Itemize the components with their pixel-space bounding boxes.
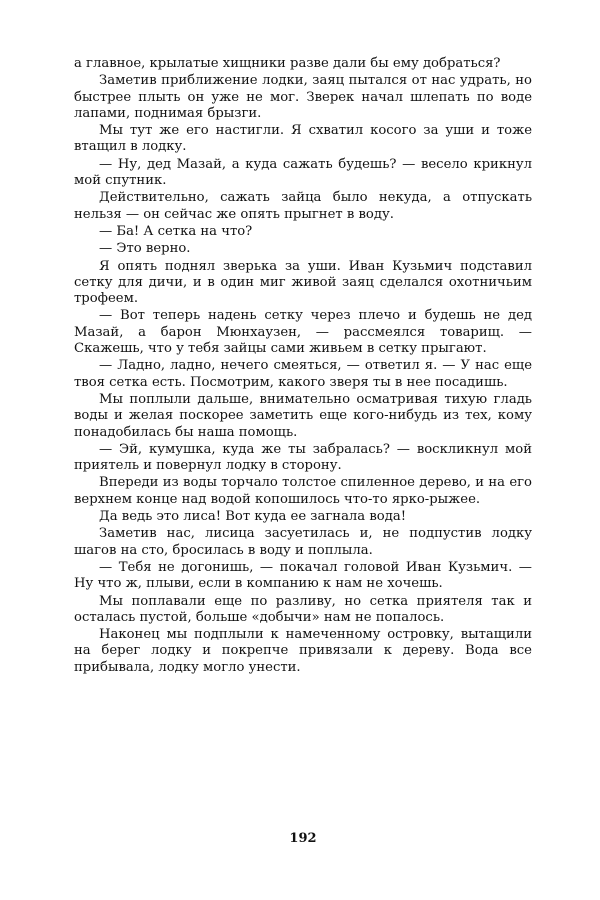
- dialogue-line: — Ладно, ладно, нечего смеяться, — ответил я. — У нас еще твоя сетка есть. Посмотрим, какого зверя ты в нее посадишь.: [74, 358, 532, 390]
- paragraph: Впереди из воды торчало толстое спиленное дерево, и на его верхнем конце над водой копошилось что-то ярко-рыжее.: [74, 475, 532, 507]
- dialogue-line: — Ну, дед Мазай, а куда сажать будешь? — весело крикнул мой спутник.: [74, 156, 532, 189]
- dialogue-line: — Эй, кумушка, куда же ты забралась? — воскликнул мой приятель и повернул лодку в сторону.: [74, 441, 532, 474]
- book-page: [74, 56, 532, 856]
- dialogue-line: — Ба! А сетка на что?: [99, 223, 253, 239]
- paragraph: Мы поплавали еще по разливу, но сетка приятеля так и осталась пустой, больше «добычи» нам не попалось.: [74, 593, 532, 625]
- dialogue-line: — Тебя не догонишь, — покачал головой Иван Кузьмич. — Ну что ж, плыви, если в компанию к нам не хочешь.: [74, 559, 532, 592]
- paragraph-continued: а главное, крылатые хищники разве дали бы ему добраться?: [74, 56, 501, 71]
- dialogue-line: — Вот теперь надень сетку через плечо и будешь не дед Мазай, а барон Мюнхаузен, — рассмеялся товарищ. — Скажешь, что у тебя зайцы сами живьем в сетку прыгают.: [74, 308, 532, 357]
- paragraph: Мы поплыли дальше, внимательно осматривая тихую гладь воды и желая поскорее заметить еще кого-нибудь из тех, кому понадобилась бы наша помощь.: [74, 391, 532, 440]
- paragraph: Мы тут же его настигли. Я схватил косого за уши и тоже втащил в лодку.: [74, 123, 532, 155]
- paragraph: Наконец мы подплыли к намеченному островку, вытащили на берег лодку и покрепче привязали к дереву. Вода все прибывала, лодку могло унести.: [74, 627, 532, 675]
- dialogue-line: — Это верно.: [99, 241, 191, 257]
- page-number: 192: [289, 831, 317, 846]
- paragraph: Я опять поднял зверька за уши. Иван Кузьмич подставил сетку для дичи, и в один миг живой заяц сделался охотничьим трофеем.: [74, 258, 532, 307]
- paragraph: Да ведь это лиса! Вот куда ее загнала вода!: [99, 509, 407, 525]
- paragraph: Заметив нас, лисица засуетилась и, не подпустив лодку шагов на сто, бросилась в воду и поплыла.: [74, 526, 532, 558]
- paragraph: Действительно, сажать зайца было некуда, а отпускать нельзя — он сейчас же опять прыгнет в воду.: [74, 190, 532, 222]
- body-text: [74, 56, 532, 676]
- paragraph: Заметив приближение лодки, заяц пытался от нас удрать, но быстрее плыть он уже не мог. Зверек начал шлепать по воде лапами, поднимая брызги.: [74, 73, 532, 121]
